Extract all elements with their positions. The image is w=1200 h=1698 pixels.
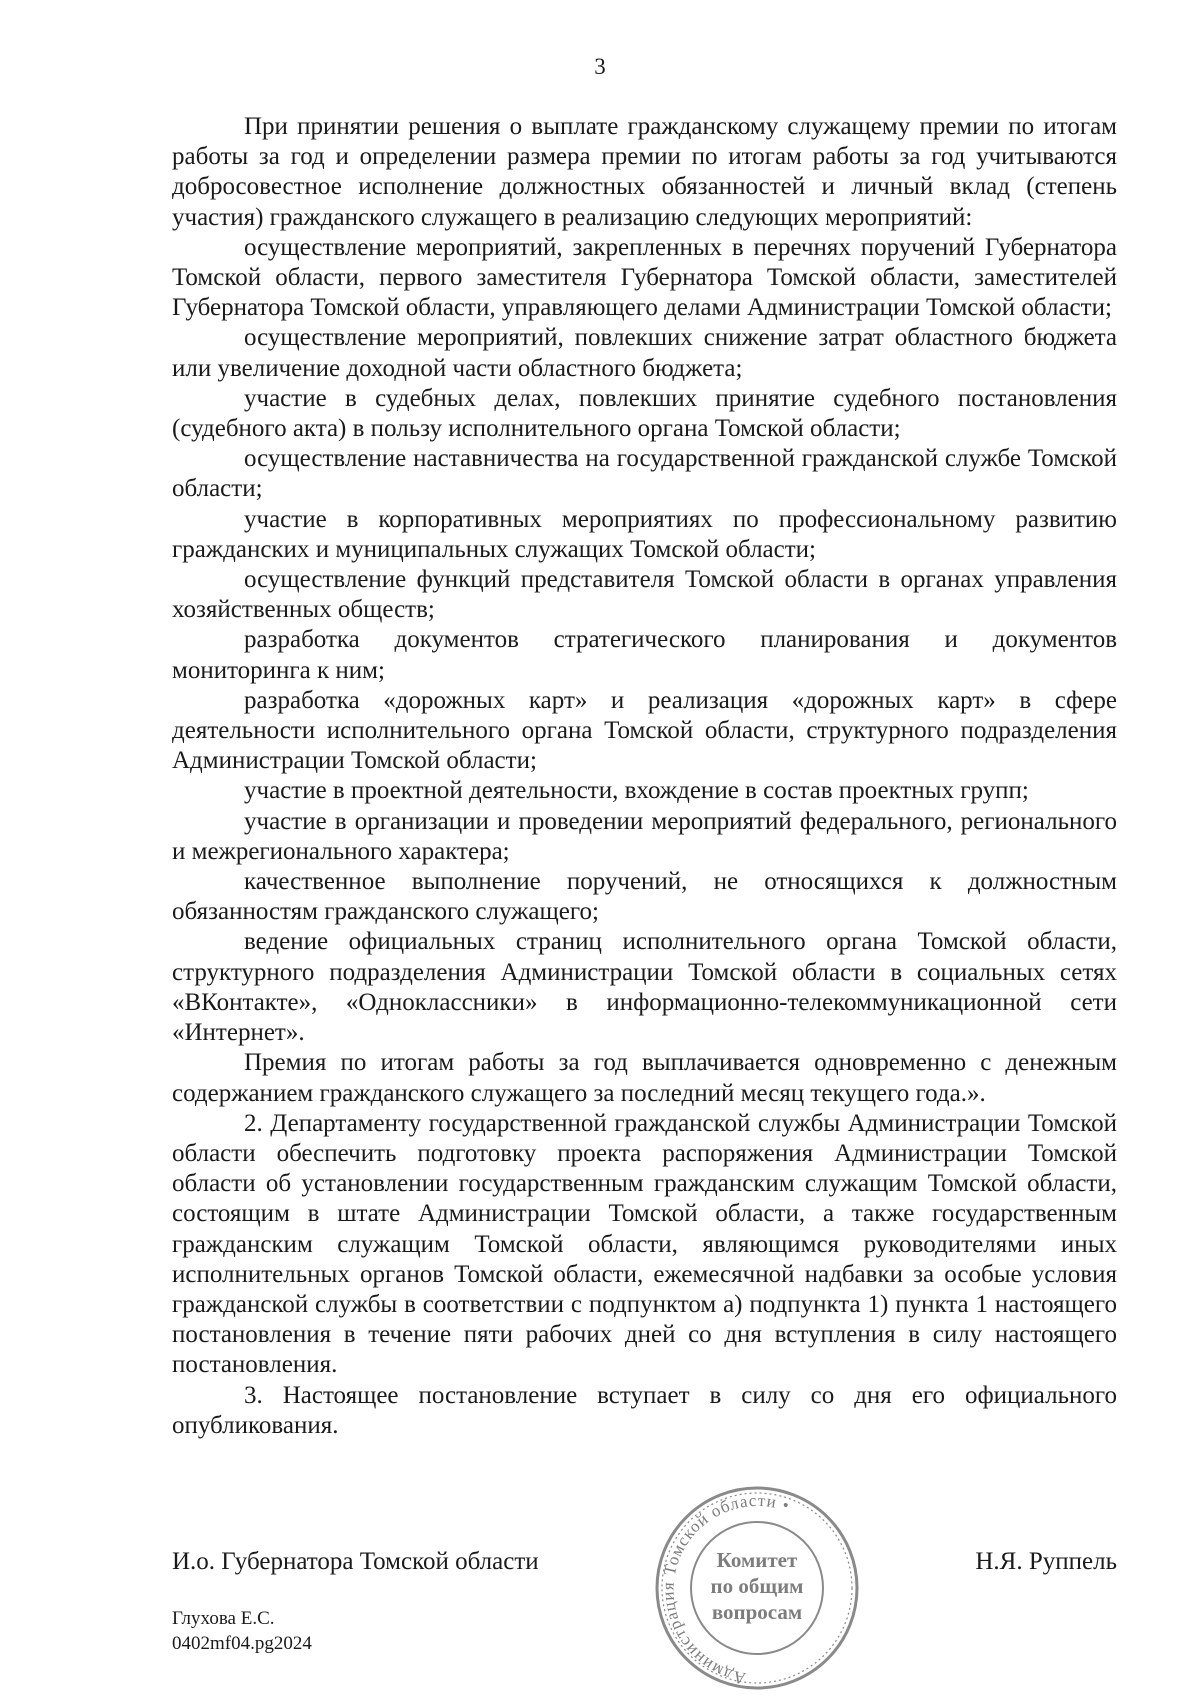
- stamp-line: по общим: [710, 1574, 804, 1598]
- paragraph: осуществление мероприятий, закрепленных в перечнях поручений Губернатора Томской области, первого заместителя Губернатора Томской области, заместителей Губернатора Томской области, управляющего делами Администрации Томской области;: [172, 233, 1117, 322]
- paragraph: 2. Департаменту государственной гражданской службы Администрации Томской области обеспечить подготовку проекта распоряжения Администрации Томской области об установлении государственным гражданским служащим Томской области, состоящим в штате Администрации Томской области, а также государственным гражданским служащим Томской области, являющимся руководителями иных исполнительных органов Томской области, ежемесячной надбавки за особые условия гражданской службы в соответствии с подпунктом а) подпункта 1) пункта 1 настоящего постановления в течение пяти рабочих дней со дня вступления в силу настоящего постановления.: [172, 1109, 1117, 1379]
- paragraph: осуществление мероприятий, повлекших снижение затрат областного бюджета или увеличение доходной части областного бюджета;: [172, 324, 1117, 382]
- page-number: 3: [594, 54, 606, 79]
- paragraph: качественное выполнение поручений, не относящихся к должностным обязанностям гражданского служащего;: [172, 868, 1117, 926]
- executor-name: Глухова Е.С.: [172, 1608, 275, 1629]
- paragraph: ведение официальных страниц исполнительного органа Томской области, структурного подразделения Администрации Томской области в социальных сетях «ВКонтакте», «Одноклассники» в информационно-телекоммуникационной сети «Интернет».: [172, 928, 1117, 1047]
- paragraph: разработка документов стратегического планирования и документов мониторинга к ним;: [172, 626, 1117, 684]
- official-stamp: [645, 1476, 870, 1696]
- paragraph: осуществление функций представителя Томской области в органах управления хозяйственных обществ;: [172, 566, 1117, 624]
- paragraph: участие в корпоративных мероприятиях по профессиональному развитию гражданских и муниципальных служащих Томской области;: [172, 505, 1117, 563]
- paragraph: участие в судебных делах, повлекших принятие судебного постановления (судебного акта) в пользу исполнительного органа Томской области;: [172, 384, 1117, 443]
- paragraph: осуществление наставничества на государственной гражданской службе Томской области;: [172, 445, 1117, 503]
- signatory-name: Н.Я. Руппель: [975, 1548, 1117, 1575]
- stamp-line: Комитет: [716, 1548, 798, 1572]
- stamp-ring-text: Администрация Томской области •: [658, 1490, 793, 1689]
- executor-info: [172, 1606, 312, 1656]
- document-code: 0402mf04.pg2024: [172, 1633, 312, 1654]
- paragraph: 3. Настоящее постановление вступает в силу со дня его официального опубликования.: [172, 1381, 1117, 1439]
- paragraph: участие в организации и проведении мероприятий федерального, регионального и межрегионального характера;: [172, 807, 1117, 865]
- stamp-line: вопросам: [711, 1600, 803, 1624]
- signatory-position: И.о. Губернатора Томской области: [172, 1548, 539, 1575]
- document-body: [172, 112, 1117, 1441]
- paragraph: Премия по итогам работы за год выплачивается одновременно с денежным содержанием гражданского служащего за последний месяц текущего года.».: [172, 1049, 1117, 1107]
- paragraph: участие в проектной деятельности, вхождение в состав проектных групп;: [244, 777, 1029, 805]
- paragraph: При принятии решения о выплате гражданскому служащему премии по итогам работы за год и определении размера премии по итогам работы за год учитываются добросовестное исполнение должностных обязанностей и личный вклад (степень участия) гражданского служащего в реализацию следующих мероприятий:: [172, 113, 1117, 231]
- paragraph: разработка «дорожных карт» и реализация «дорожных карт» в сфере деятельности исполнительного органа Томской области, структурного подразделения Администрации Томской области;: [172, 686, 1117, 775]
